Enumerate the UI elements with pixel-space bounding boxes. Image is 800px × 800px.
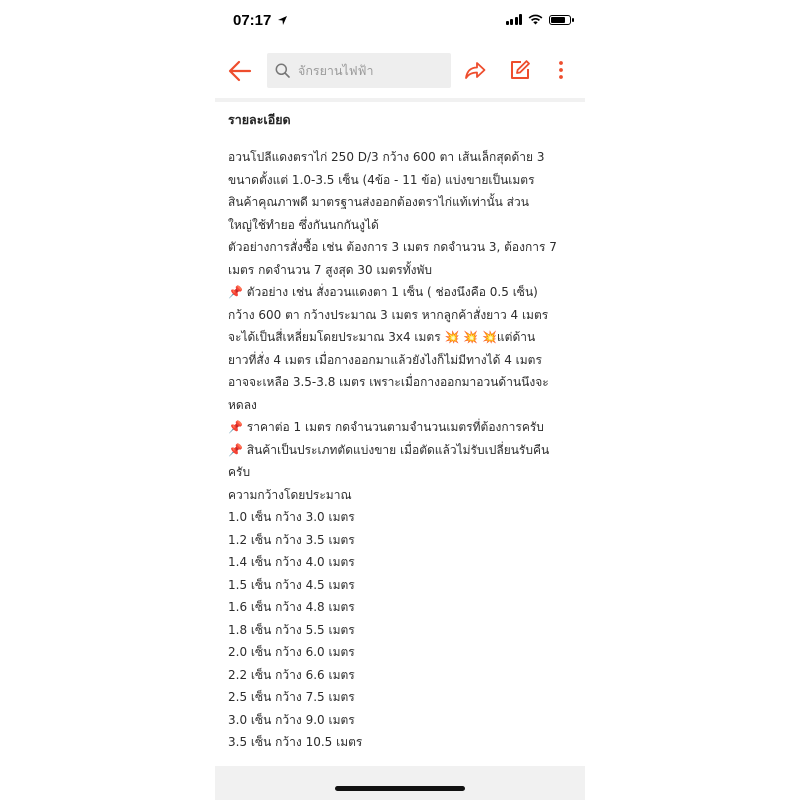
description-line: กว้าง 600 ตา กว้างประมาณ 3 เมตร หากลูกค้าสั่งยาว 4 เมตร [228, 307, 549, 322]
description-line: ความกว้างโดยประมาณ [228, 487, 352, 502]
description-line: หดลง [228, 397, 257, 412]
description-line: ใหญ่ใช้ทำยอ ซึ่งกันนกกันงูได้ [228, 217, 379, 232]
description-line: 📌 ราคาต่อ 1 เมตร กดจำนวนตามจำนวนเมตรที่ต้องการครับ [228, 420, 544, 434]
description-line: เมตร กดจำนวน 7 สูงสุด 30 เมตรทั้งพับ [228, 262, 433, 277]
description-line: 2.2 เซ็น กว้าง 6.6 เมตร [228, 667, 355, 682]
description-line: 📌 สินค้าเป็นประเภทตัดแบ่งขาย เมื่อตัดแล้วไม่รับเปลี่ยนรับคืน [228, 442, 550, 457]
description-line: 3.5 เซ็น กว้าง 10.5 เมตร [228, 735, 363, 749]
back-arrow-icon[interactable] [227, 58, 253, 84]
description-line: 1.4 เซ็น กว้าง 4.0 เมตร [228, 555, 355, 569]
description-line: จะได้เป็นสี่เหลี่ยมโดยประมาณ 3x4 เมตร 💥 💥 💥แต่ด้าน [228, 330, 536, 344]
status-indicators [506, 14, 572, 25]
description-line: 📌 ตัวอย่าง เช่น สั่งอวนแดงตา 1 เซ็น ( ช่องนึงคือ 0.5 เซ็น) [228, 285, 538, 299]
description-line: 2.0 เซ็น กว้าง 6.0 เมตร [228, 645, 355, 659]
description-line: 1.8 เซ็น กว้าง 5.5 เมตร [228, 622, 355, 637]
status-time: 07:17 [233, 12, 272, 29]
status-bar [215, 0, 585, 44]
share-icon[interactable] [463, 58, 487, 82]
battery-icon [549, 15, 571, 25]
description-line: อวนโปลีแดงตราไก่ 250 D/3 กว้าง 600 ตา เส้นเล็กสุดด้าย 3 [228, 150, 545, 164]
search-input[interactable] [296, 62, 440, 79]
description-line: ตัวอย่างการสั่งซื้อ เช่น ต้องการ 3 เมตร กดจำนวน 3, ต้องการ 7 [228, 240, 557, 254]
app-header [215, 46, 585, 102]
description-line: สินค้าคุณภาพดี มาตรฐานส่งออกต้องตราไก่แท้เท่านั้น ส่วน [228, 195, 529, 209]
wifi-icon [528, 14, 543, 25]
product-details [228, 108, 578, 754]
description-line: ยาวที่สั่ง 4 เมตร เมื่อกางออกมาแล้วยังไงก็ไม่มีทางได้ 4 เมตร [228, 352, 542, 367]
details-title: รายละเอียด [228, 112, 291, 127]
search-icon [275, 63, 290, 78]
description-line: 1.6 เซ็น กว้าง 4.8 เมตร [228, 600, 355, 614]
bottom-bar [215, 766, 585, 800]
more-vertical-icon[interactable] [549, 58, 573, 82]
description-line: 1.0 เซ็น กว้าง 3.0 เมตร [228, 510, 355, 524]
edit-icon[interactable] [508, 58, 532, 82]
signal-icon [506, 14, 523, 25]
phone-screen [215, 0, 585, 800]
description-line: ครับ [228, 465, 251, 479]
description-line: 1.5 เซ็น กว้าง 4.5 เมตร [228, 577, 355, 592]
details-description [228, 146, 578, 754]
description-line: ขนาดตั้งแต่ 1.0-3.5 เซ็น (4ข้อ - 11 ข้อ) แบ่งขายเป็นเมตร [228, 172, 535, 187]
location-arrow-icon [277, 15, 288, 26]
description-line: 2.5 เซ็น กว้าง 7.5 เมตร [228, 690, 355, 704]
search-bar[interactable] [267, 53, 451, 88]
description-line: อาจจะเหลือ 3.5-3.8 เมตร เพราะเมื่อกางออกมาอวนด้านนึงจะ [228, 375, 549, 389]
description-line: 1.2 เซ็น กว้าง 3.5 เมตร [228, 532, 355, 547]
home-indicator[interactable] [335, 786, 465, 791]
description-line: 3.0 เซ็น กว้าง 9.0 เมตร [228, 712, 355, 727]
